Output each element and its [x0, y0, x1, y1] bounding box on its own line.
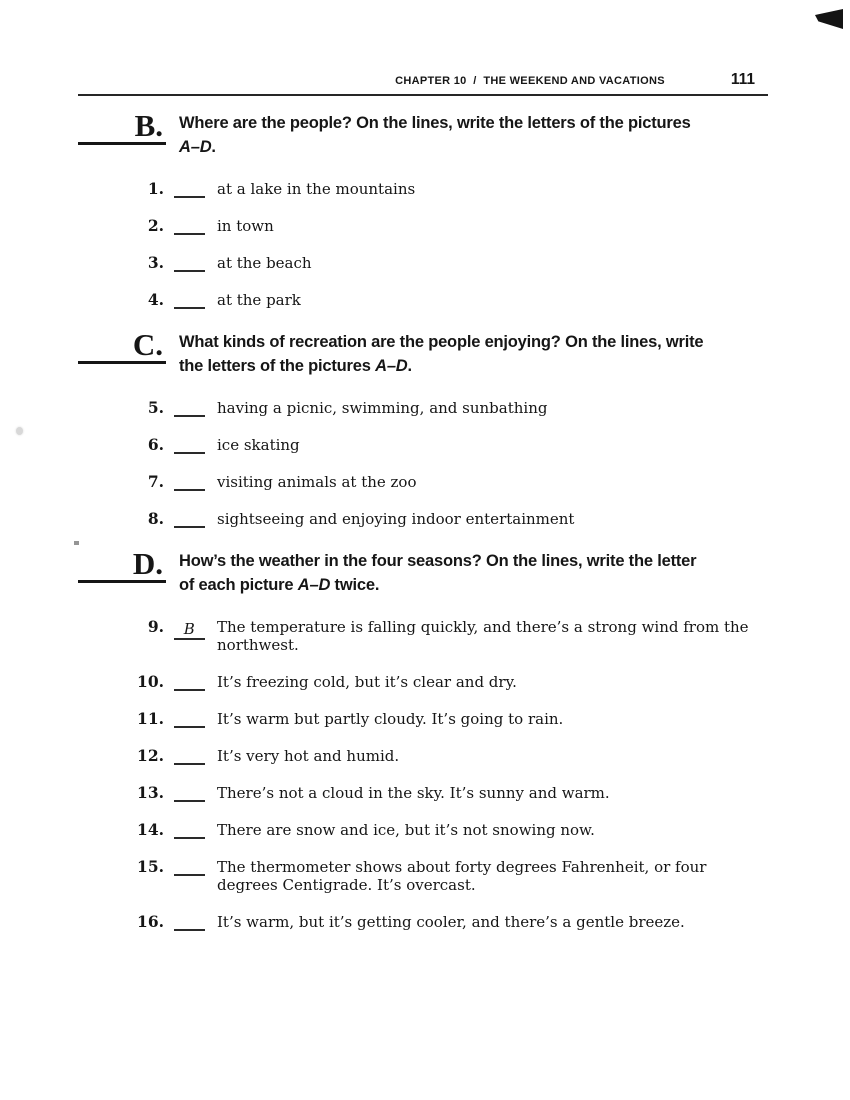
running-head	[78, 71, 768, 96]
section-header	[78, 327, 768, 378]
answer-blank[interactable]	[174, 689, 205, 691]
section-title-line	[179, 135, 691, 159]
answer-blank[interactable]	[174, 800, 205, 802]
item-number: 1.	[147, 179, 164, 198]
section-header	[78, 546, 768, 597]
item-number: 9.	[147, 617, 164, 636]
answer-blank[interactable]	[174, 929, 205, 931]
answer-blank[interactable]	[174, 489, 205, 491]
section-title-line	[179, 549, 696, 573]
exercise-item	[78, 253, 768, 272]
item-number: 10.	[137, 672, 164, 691]
chapter-heading: CHAPTER 10 / THE WEEKEND AND VACATIONS	[395, 75, 665, 87]
section-title-line	[179, 111, 691, 135]
item-text: in town	[217, 217, 274, 235]
item-number: 13.	[137, 783, 164, 802]
item-number: 4.	[147, 290, 164, 309]
item-text: at a lake in the mountains	[217, 180, 416, 198]
exercise-item	[78, 672, 768, 691]
title-range: A–D	[375, 357, 408, 375]
exercise-item	[78, 912, 768, 931]
item-number: 16.	[137, 912, 164, 931]
item-number: 2.	[147, 216, 164, 235]
exercise-item	[78, 617, 768, 654]
section-b	[78, 108, 768, 309]
item-text: It’s very hot and humid.	[217, 747, 400, 765]
item-number: 5.	[147, 398, 164, 417]
item-text: There’s not a cloud in the sky. It’s sunny and warm.	[217, 784, 610, 802]
section-letter: D.	[78, 546, 166, 583]
item-text: It’s freezing cold, but it’s clear and dry.	[217, 673, 517, 691]
item-text: It’s warm, but it’s getting cooler, and there’s a gentle breeze.	[217, 913, 685, 931]
item-number: 3.	[147, 253, 164, 272]
item-text: There are snow and ice, but it’s not snowing now.	[217, 821, 595, 839]
exercise-item	[78, 857, 768, 894]
exercise-item	[78, 820, 768, 839]
item-number: 14.	[137, 820, 164, 839]
exercise-item	[78, 783, 768, 802]
item-text: The temperature is falling quickly, and there’s a strong wind from the northwest.	[217, 618, 749, 654]
exercise-item	[78, 435, 768, 454]
title-text: What kinds of recreation are the people enjoying? On the lines, write	[179, 333, 704, 351]
section-title-line	[179, 354, 703, 378]
exercise-item	[78, 746, 768, 765]
section-letter: B.	[78, 108, 166, 145]
answer-blank[interactable]	[174, 196, 205, 198]
section-title	[179, 546, 696, 597]
exercise-item	[78, 709, 768, 728]
exercise-item	[78, 179, 768, 198]
exercise-item	[78, 290, 768, 309]
scan-speck	[16, 427, 23, 435]
item-text: ice skating	[217, 436, 300, 454]
section-c	[78, 327, 768, 528]
title-text: Where are the people? On the lines, write the letters of the pictures	[179, 114, 691, 132]
item-text: sightseeing and enjoying indoor entertainment	[217, 510, 575, 528]
answer-blank[interactable]	[174, 415, 205, 417]
title-text: of each picture	[179, 576, 298, 594]
item-list	[78, 617, 768, 931]
section-d	[78, 546, 768, 931]
title-range: A–D	[297, 576, 331, 594]
exercise-item	[78, 509, 768, 528]
answer-blank[interactable]	[174, 726, 205, 728]
title-range: A–D	[179, 138, 212, 156]
answer-blank[interactable]	[174, 270, 205, 272]
item-number: 12.	[137, 746, 164, 765]
item-text: having a picnic, swimming, and sunbathing	[217, 399, 548, 417]
section-letter: C.	[78, 327, 166, 364]
title-text: the letters of the pictures	[179, 357, 376, 375]
item-text: It’s warm but partly cloudy. It’s going to rain.	[217, 710, 564, 728]
item-number: 15.	[137, 857, 164, 876]
answer-blank[interactable]	[174, 233, 205, 235]
item-list	[78, 179, 768, 309]
title-text: .	[211, 138, 216, 156]
section-title-line	[179, 330, 703, 354]
title-text: .	[407, 357, 412, 375]
answer-blank[interactable]	[174, 837, 205, 839]
section-title-line	[179, 573, 696, 597]
answer-blank[interactable]	[174, 874, 205, 876]
section-header	[78, 108, 768, 159]
answer-blank[interactable]	[174, 526, 205, 528]
item-text: at the beach	[217, 254, 312, 272]
title-text: twice.	[330, 576, 380, 594]
item-number: 7.	[147, 472, 164, 491]
title-text: How’s the weather in the four seasons? On the lines, write the letter	[179, 552, 697, 570]
item-list	[78, 398, 768, 528]
page-content	[78, 71, 768, 949]
item-number: 11.	[137, 709, 164, 728]
answer-blank[interactable]	[174, 307, 205, 309]
item-text: at the park	[217, 291, 301, 309]
item-text: The thermometer shows about forty degrees Fahrenheit, or four degrees Centigrade. It’s overcast.	[217, 858, 707, 894]
answer-blank[interactable]	[174, 763, 205, 765]
item-number: 8.	[147, 509, 164, 528]
exercise-item	[78, 472, 768, 491]
exercise-item	[78, 216, 768, 235]
answer-blank[interactable]	[174, 452, 205, 454]
item-text: visiting animals at the zoo	[217, 473, 417, 491]
section-title	[179, 327, 703, 378]
page-number: 111	[730, 71, 755, 88]
page-corner-fold-icon	[815, 9, 843, 29]
exercise-item	[78, 398, 768, 417]
section-title	[179, 108, 691, 159]
answer-blank[interactable]	[174, 620, 205, 640]
answer-value: B	[183, 620, 196, 638]
item-number: 6.	[147, 435, 164, 454]
